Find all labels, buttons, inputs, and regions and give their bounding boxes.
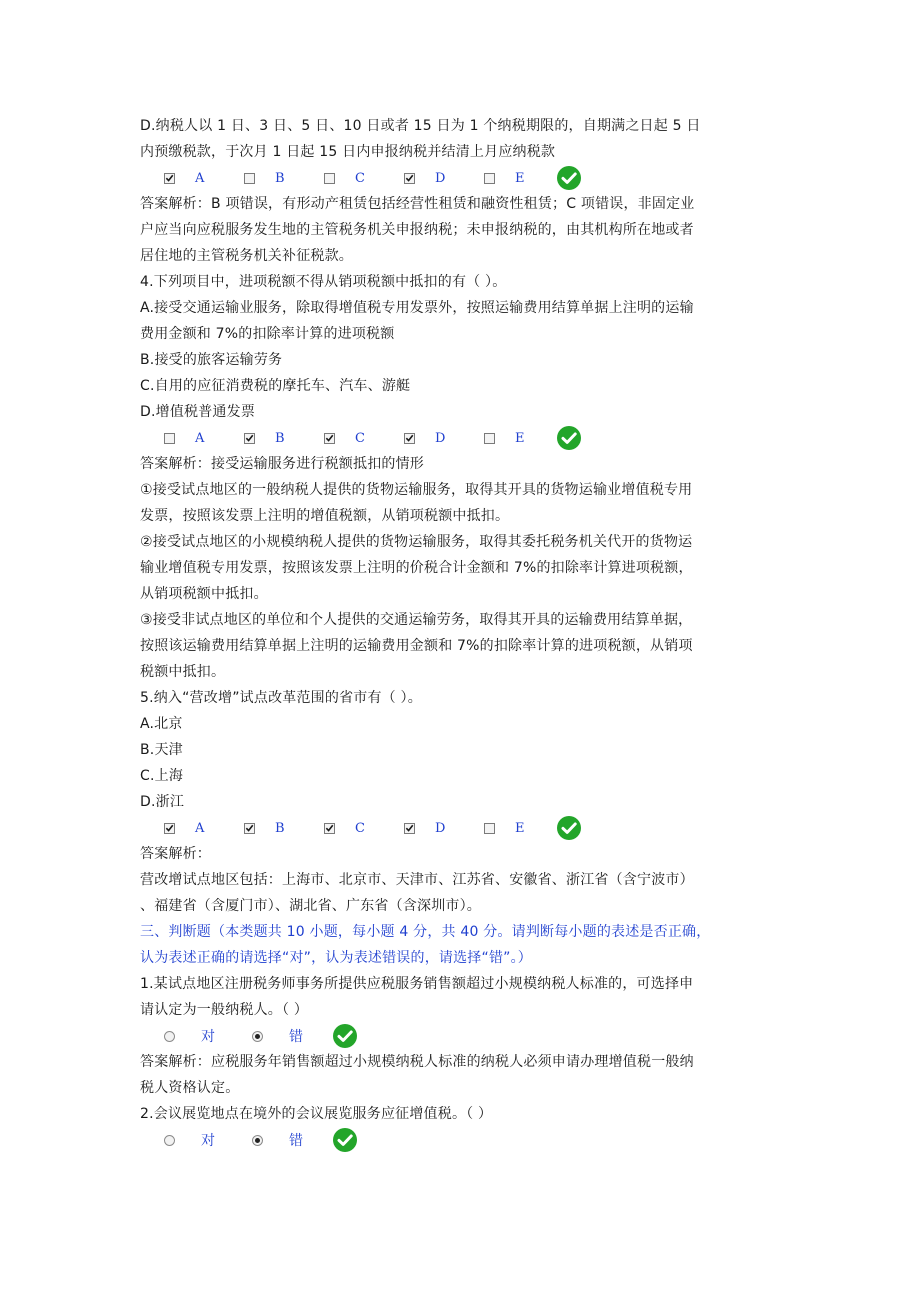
checkbox[interactable] xyxy=(164,433,175,444)
document-content xyxy=(140,113,790,1153)
text-block-6 xyxy=(140,1049,790,1127)
text-line: 营改增试点地区包括：上海市、北京市、天津市、江苏省、安徽省、浙江省（含宁波市） xyxy=(140,872,694,888)
checkmark-glyph xyxy=(405,823,414,833)
text-line: B.接受的旅客运输劳务 xyxy=(140,352,283,368)
question-title: 4.下列项目中，进项税额不得从销项税额中抵扣的有（ ）。 xyxy=(140,274,507,290)
text-line: 居住地的主管税务机关补征税款。 xyxy=(140,248,353,264)
checkbox[interactable] xyxy=(324,173,335,184)
text-line: 输业增值税专用发票，按照该发票上注明的价税合计金额和 7%的扣除率计算进项税额， xyxy=(140,560,693,576)
text-line: 从销项税额中抵扣。 xyxy=(140,586,268,602)
question-title: 5.纳入“营改增”试点改革范围的省市有（ ）。 xyxy=(140,690,422,706)
checkbox[interactable] xyxy=(484,823,495,834)
option-false[interactable] xyxy=(252,1026,340,1046)
option-label: C xyxy=(355,430,365,446)
option-label: D xyxy=(435,170,446,186)
option-false[interactable] xyxy=(252,1130,340,1150)
radio-dot xyxy=(255,1034,260,1039)
option-label: D xyxy=(435,430,446,446)
option-e[interactable] xyxy=(484,171,564,186)
checkbox[interactable] xyxy=(164,173,175,184)
option-label: E xyxy=(515,170,525,186)
radio-button[interactable] xyxy=(252,1031,263,1042)
option-a[interactable] xyxy=(164,821,244,836)
question-title: 2.会议展览地点在境外的会议展览服务应征增值税。（ ） xyxy=(140,1106,493,1122)
tf-options-2 xyxy=(140,1127,790,1153)
checkbox[interactable] xyxy=(404,433,415,444)
option-c[interactable] xyxy=(324,821,404,836)
text-line: ②接受试点地区的小规模纳税人提供的货物运输服务，取得其委托税务机关代开的货物运 xyxy=(140,534,693,550)
option-label: B xyxy=(275,430,285,446)
option-c[interactable] xyxy=(324,431,404,446)
option-label: 对 xyxy=(201,1133,215,1149)
tf-options-1 xyxy=(140,1023,790,1049)
checkbox[interactable] xyxy=(404,823,415,834)
text-line: 户应当向应税服务发生地的主管税务机关申报纳税；未申报纳税的，由其机构所在地或者 xyxy=(140,222,694,238)
question-title: 1.某试点地区注册税务师事务所提供应税服务销售额超过小规模纳税人标准的，可选择申 xyxy=(140,976,694,992)
text-line: 费用金额和 7%的扣除率计算的进项税额 xyxy=(140,326,395,342)
checkmark-glyph xyxy=(325,823,334,833)
text-line: B.天津 xyxy=(140,742,183,758)
option-label: 错 xyxy=(289,1133,303,1149)
text-line: ①接受试点地区的一般纳税人提供的货物运输服务，取得其开具的货物运输业增值税专用 xyxy=(140,482,693,498)
text-block-5 xyxy=(140,971,790,1023)
text-line: 发票，按照该发票上注明的增值税额，从销项税额中抵扣。 xyxy=(140,508,510,524)
q5-options xyxy=(140,815,790,841)
option-c[interactable] xyxy=(324,171,404,186)
text-line: D.纳税人以 1 日、3 日、5 日、10 日或者 15 日为 1 个纳税期限的，自期满之日起 5 日 xyxy=(140,118,701,134)
checkbox[interactable] xyxy=(484,433,495,444)
option-label: B xyxy=(275,170,285,186)
checkbox[interactable] xyxy=(244,173,255,184)
text-line: 税人资格认定。 xyxy=(140,1080,240,1096)
text-line: 答案解析： xyxy=(140,846,211,862)
option-label: C xyxy=(355,170,365,186)
text-block-1 xyxy=(140,113,790,165)
text-line: C.上海 xyxy=(140,768,184,784)
text-line: 答案解析：接受运输服务进行税额抵扣的情形 xyxy=(140,456,424,472)
radio-dot xyxy=(255,1138,260,1143)
section-header-line: 三、判断题（本类题共 10 小题，每小题 4 分，共 40 分。请判断每小题的表述是否正确， xyxy=(140,924,711,940)
text-line: A.北京 xyxy=(140,716,183,732)
checkmark-glyph xyxy=(245,433,254,443)
text-line: A.接受交通运输业服务，除取得增值税专用发票外，按照运输费用结算单据上注明的运输 xyxy=(140,300,694,316)
checkmark-glyph xyxy=(165,823,174,833)
option-label: A xyxy=(195,820,205,836)
checkbox[interactable] xyxy=(404,173,415,184)
text-line: 、福建省（含厦门市）、湖北省、广东省（含深圳市）。 xyxy=(140,898,481,914)
text-line: 答案解析：B 项错误，有形动产租赁包括经营性租赁和融资性租赁；C 项错误，非固定业 xyxy=(140,196,695,212)
option-d[interactable] xyxy=(404,821,484,836)
checkmark-glyph xyxy=(405,433,414,443)
option-b[interactable] xyxy=(244,821,324,836)
option-label: A xyxy=(195,430,205,446)
checkbox[interactable] xyxy=(324,433,335,444)
radio-button[interactable] xyxy=(164,1031,175,1042)
checkmark-glyph xyxy=(165,173,174,183)
q3-options xyxy=(140,165,790,191)
checkbox[interactable] xyxy=(484,173,495,184)
option-label: C xyxy=(355,820,365,836)
correct-check-icon xyxy=(556,815,582,841)
option-true[interactable] xyxy=(164,1026,252,1046)
text-line: 请认定为一般纳税人。（ ） xyxy=(140,1002,309,1018)
option-a[interactable] xyxy=(164,431,244,446)
checkbox[interactable] xyxy=(244,433,255,444)
option-label: B xyxy=(275,820,285,836)
checkmark-glyph xyxy=(405,173,414,183)
option-label: 对 xyxy=(201,1029,215,1045)
checkbox[interactable] xyxy=(164,823,175,834)
text-line: 内预缴税款，于次月 1 日起 15 日内申报纳税并结清上月应纳税款 xyxy=(140,144,556,160)
text-block-2 xyxy=(140,191,790,425)
radio-button[interactable] xyxy=(252,1135,263,1146)
option-e[interactable] xyxy=(484,821,564,836)
option-d[interactable] xyxy=(404,431,484,446)
option-b[interactable] xyxy=(244,171,324,186)
text-line: ③接受非试点地区的单位和个人提供的交通运输劳务，取得其开具的运输费用结算单据， xyxy=(140,612,693,628)
option-label: A xyxy=(195,170,205,186)
text-block-3 xyxy=(140,451,790,815)
option-label: E xyxy=(515,820,525,836)
text-line: 答案解析：应税服务年销售额超过小规模纳税人标准的纳税人必须申请办理增值税一般纳 xyxy=(140,1054,694,1070)
text-line: 税额中抵扣。 xyxy=(140,664,226,680)
option-b[interactable] xyxy=(244,431,324,446)
text-line: D.浙江 xyxy=(140,794,185,810)
text-line: 按照该运输费用结算单据上注明的运输费用金额和 7%的扣除率计算的进项税额，从销项 xyxy=(140,638,693,654)
correct-check-icon xyxy=(332,1023,358,1049)
text-line: C.自用的应征消费税的摩托车、汽车、游艇 xyxy=(140,378,411,394)
option-true[interactable] xyxy=(164,1130,252,1150)
option-label: D xyxy=(435,820,446,836)
correct-check-icon xyxy=(556,425,582,451)
checkmark-glyph xyxy=(325,433,334,443)
option-label: E xyxy=(515,430,525,446)
section-header xyxy=(140,919,790,971)
checkmark-glyph xyxy=(245,823,254,833)
option-label: 错 xyxy=(289,1029,303,1045)
section-header-line: 认为表述正确的请选择“对”，认为表述错误的，请选择“错”。） xyxy=(140,950,533,966)
text-line: D.增值税普通发票 xyxy=(140,404,256,420)
option-d[interactable] xyxy=(404,171,484,186)
correct-check-icon xyxy=(332,1127,358,1153)
text-block-4 xyxy=(140,841,790,919)
checkbox[interactable] xyxy=(324,823,335,834)
q4-options xyxy=(140,425,790,451)
checkbox[interactable] xyxy=(244,823,255,834)
option-e[interactable] xyxy=(484,431,564,446)
option-a[interactable] xyxy=(164,171,244,186)
correct-check-icon xyxy=(556,165,582,191)
radio-button[interactable] xyxy=(164,1135,175,1146)
